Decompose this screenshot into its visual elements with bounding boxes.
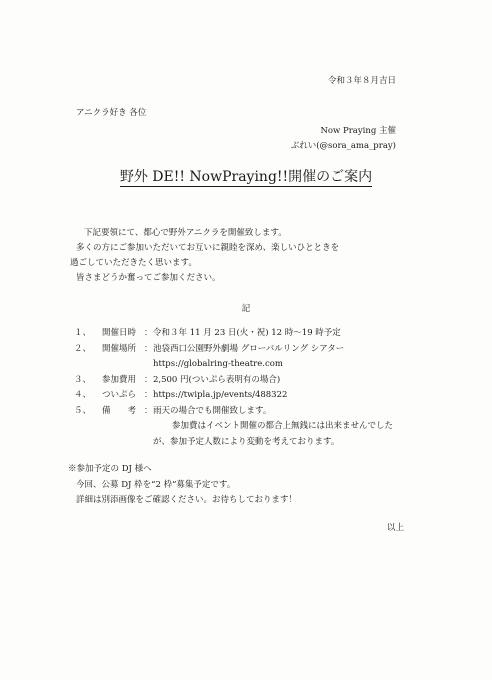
detail-item xyxy=(74,404,393,420)
item-value: https://twipla.jp/events/488322 xyxy=(153,390,288,400)
item-continuation: https://globalring-theatre.com xyxy=(153,359,283,369)
item-colon: ： xyxy=(144,328,153,338)
intro-line: 下記要領にて、都心で野外アニクラを開催致します。 xyxy=(84,228,287,238)
item-value: 雨天の場合でも開催致します。 xyxy=(153,405,272,416)
detail-item xyxy=(74,388,393,404)
document-date: 令和３年８月吉日 xyxy=(327,76,396,86)
item-value: 令和３年 11 月 23 日(火・祝) 12 時～19 時予定 xyxy=(153,328,341,338)
page-title-text: 野外 DE!! NowPraying!!開催のご案内 xyxy=(119,169,373,185)
item-number: １、 xyxy=(74,328,92,338)
item-value: 池袋西口公園野外劇場 グローバルリング シアター xyxy=(153,343,345,354)
detail-item xyxy=(74,373,393,389)
page-title xyxy=(0,168,492,186)
organizer: Now Praying 主催 xyxy=(320,126,396,136)
item-label: 備 考 xyxy=(102,405,137,416)
closing-mark: 以上 xyxy=(386,523,404,533)
detail-item xyxy=(74,326,393,342)
item-colon: ： xyxy=(144,390,153,400)
dj-notice-line: 詳細は別添画像をご確認ください。お待ちしております！ xyxy=(76,495,298,505)
dj-notice-line: 今回、公募 DJ 枠を“2 枠”募集予定です。 xyxy=(76,479,236,490)
dj-notice xyxy=(68,462,297,509)
item-colon: ： xyxy=(144,405,153,416)
item-number: ４、 xyxy=(74,390,92,400)
intro-paragraph xyxy=(70,226,340,286)
detail-list xyxy=(74,326,393,450)
intro-line: 皆さまどうか奮ってご参加ください。 xyxy=(76,273,221,283)
item-label: 参加費用 xyxy=(102,374,137,385)
item-label: 開催場所 xyxy=(102,343,137,354)
item-number: ５、 xyxy=(74,405,92,416)
ki-heading: 記 xyxy=(241,304,251,314)
item-number: ３、 xyxy=(74,374,92,385)
item-value: 2,500 円(ついぷら表明有の場合) xyxy=(153,374,281,385)
addressee: アニクラ好き 各位 xyxy=(76,108,147,118)
item-continuation: 参加費はイベント開催の都合上無銭には出来ませんでした xyxy=(172,421,394,431)
item-number: ２、 xyxy=(74,343,92,354)
organizer-handle: ぶれい(@sora_ama_pray) xyxy=(290,141,396,151)
intro-line: 過ごしていただきたく思います。 xyxy=(70,258,197,268)
item-colon: ： xyxy=(144,343,153,354)
item-continuation: が、参加予定人数により変動を考えております。 xyxy=(153,436,340,447)
item-label: ついぷら xyxy=(102,390,137,400)
dj-notice-line: ※参加予定の DJ 様へ xyxy=(68,464,152,474)
item-colon: ： xyxy=(144,374,153,385)
item-label: 開催日時 xyxy=(102,328,137,338)
detail-item xyxy=(74,342,393,358)
intro-line: 多くの方にご参加いただいてお互いに親睦を深め、楽しいひとときを xyxy=(76,243,340,253)
